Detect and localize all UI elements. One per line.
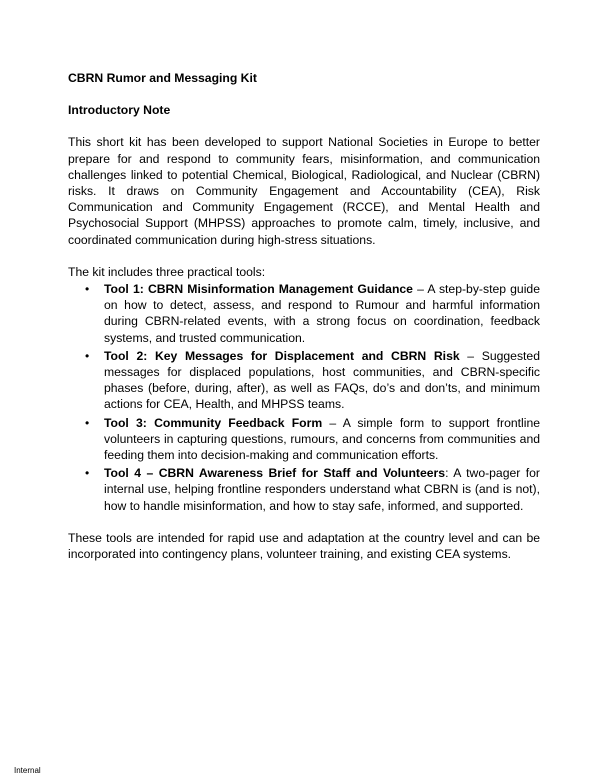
section-heading: Introductory Note	[68, 103, 171, 118]
bullet-icon: •	[85, 348, 90, 363]
list-item	[68, 281, 540, 346]
tools-list-intro: The kit includes three practical tools:	[68, 264, 266, 279]
tool-description: – A simple form to support frontline volunteers in capturing questions, rumours, and concerns from communities and feeding them into decision-making and communication efforts.	[104, 415, 541, 463]
closing-paragraph: These tools are intended for rapid use and adaptation at the country level and can be incorporated into contingency plans, volunteer training, and existing CEA systems.	[68, 530, 540, 562]
tool-description: : A two-pager for internal use, helping frontline responders understand what CBRN is (and is not), how to handle misinformation, and how to stay safe, informed, and supported.	[104, 466, 540, 513]
bullet-icon: •	[85, 466, 90, 481]
bullet-icon: •	[85, 282, 90, 297]
list-item	[68, 415, 540, 464]
classification-label: Internal	[14, 766, 41, 775]
document-title: CBRN Rumor and Messaging Kit	[68, 71, 257, 85]
tool-name: Tool 3: Community Feedback Form	[104, 415, 323, 430]
document-body	[68, 70, 540, 578]
list-item	[68, 348, 540, 413]
tool-name: Tool 2: Key Messages for Displacement and CBRN Risk	[104, 348, 460, 363]
tool-description: – A step-by-step guide on how to detect, assess, and respond to Rumour and harmful information during CBRN-related events, with a strong focus on coordination, feedback systems, and trusted communication.	[104, 282, 540, 345]
tool-name: Tool 4 – CBRN Awareness Brief for Staff and Volunteers	[104, 466, 446, 481]
tools-list	[68, 281, 540, 514]
bullet-icon: •	[85, 415, 90, 430]
tool-name: Tool 1: CBRN Misinformation Management Guidance	[104, 282, 413, 297]
tool-description: – Suggested messages for displaced populations, host communities, and CBRN-specific phases (before, during, after), as well as FAQs, do’s and don’ts, and minimum actions for CEA, Health, and MHPSS teams.	[104, 348, 540, 412]
list-item	[68, 465, 540, 514]
intro-paragraph: This short kit has been developed to support National Societies in Europe to better prepare for and respond to community fears, misinformation, and communication challenges linked to potential Chemical, Biological, Radiological, and Nuclear (CBRN) risks. It draws on Community Engagement and Accountability (CEA), Risk Communication and Community Engagement (RCCE), and Mental Health and Psychosocial Support (MHPSS) approaches to promote calm, timely, inclusive, and coordinated communication during high-stress situations.	[68, 135, 540, 247]
